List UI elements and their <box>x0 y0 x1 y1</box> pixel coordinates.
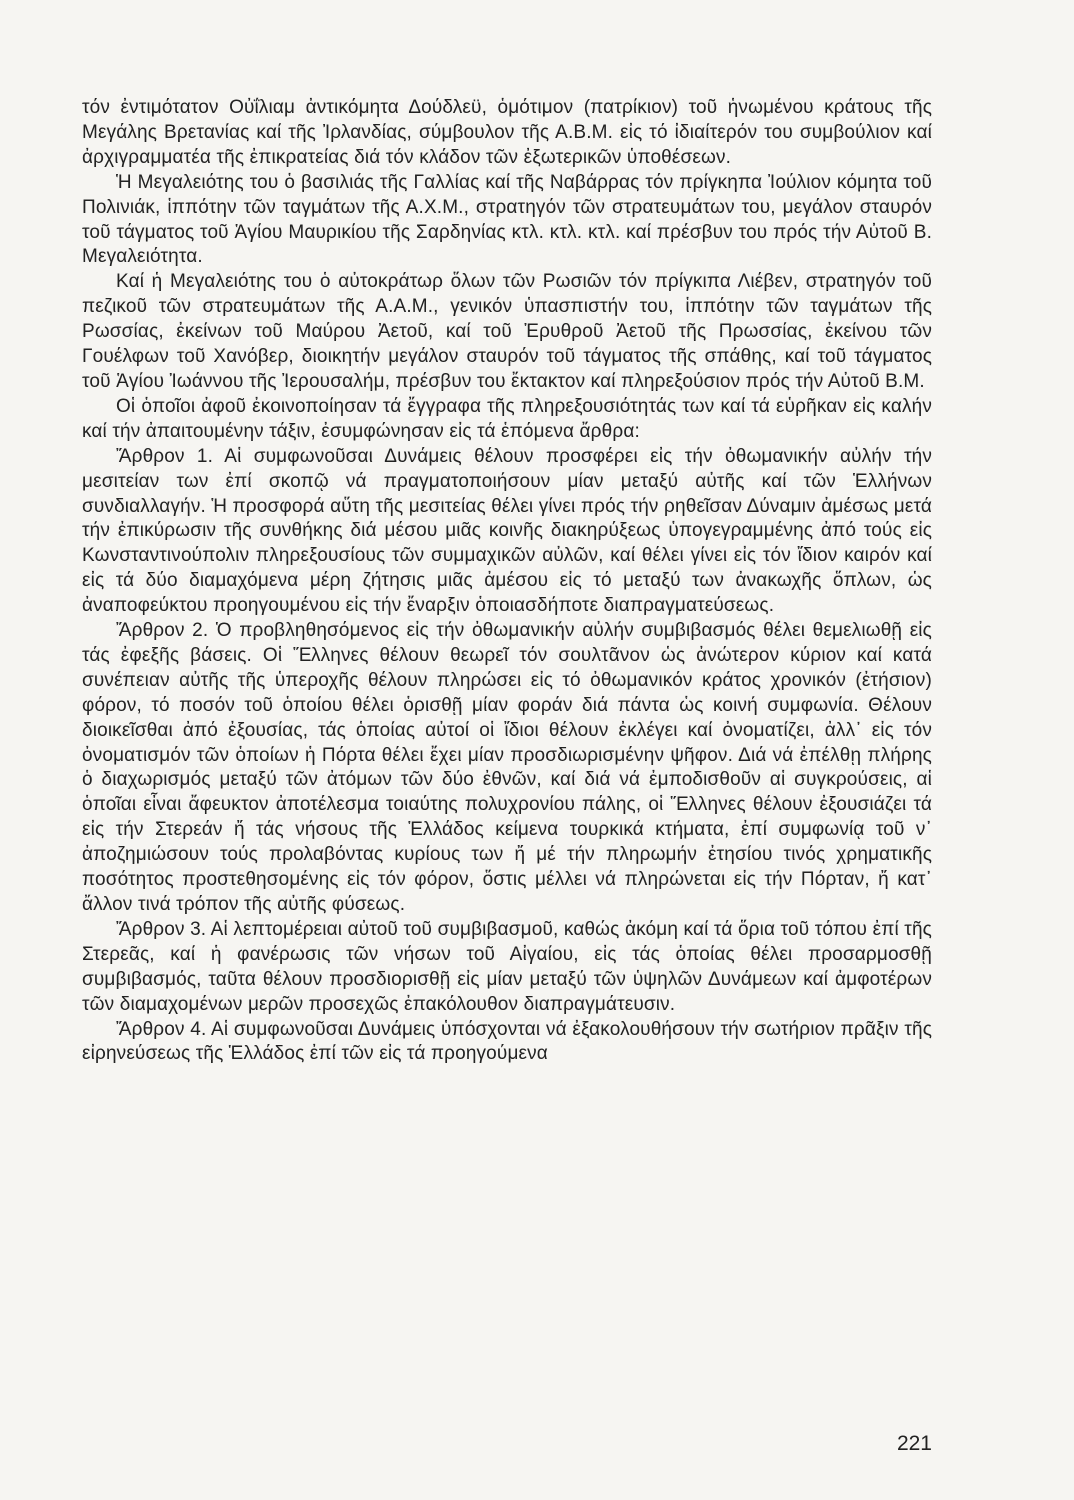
body-text <box>82 96 932 1067</box>
paragraph-4: Οἱ ὁποῖοι ἀφοῦ ἐκοινοποίησαν τά ἔγγραφα τῆς πληρεξουσιότητάς των καί τά εὑρῆκαν εἰς καλήν καί τήν ἀπαιτουμένην τάξιν, ἐσυμφώνησαν εἰς τά ἑπόμενα ἄρθρα: <box>82 395 932 442</box>
paragraph-3: Καί ἡ Μεγαλειότης του ὁ αὐτοκράτωρ ὅλων τῶν Ρωσιῶν τόν πρίγκιπα Λιέβεν, στρατηγόν τοῦ πεζικοῦ τῶν στρατευμάτων τῆς Α.Α.Μ., γενικόν ὑπασπιστήν του, ἱππότην τῶν ταγμάτων τῆς Ρωσσίας, ἐκείνων τοῦ Μαύρου Ἀετοῦ, καί τοῦ Ἐρυθροῦ Ἀετοῦ τῆς Πρωσσίας, ἐκείνου τῶν Γουέλφων τοῦ Χανόβερ, διοικητήν μεγάλον σταυρόν τοῦ τάγματος τῆς σπάθης, καί τοῦ τάγματος τοῦ Ἁγίου Ἰωάννου τῆς Ἰερουσαλήμ, πρέσβυν του ἔκτακτον καί πληρεξούσιον πρός τήν Αὐτοῦ Β.Μ. <box>82 271 932 392</box>
article-3: Ἄρθρον 3. Αἱ λεπτομέρειαι αὐτοῦ τοῦ συμβιβασμοῦ, καθώς ἀκόμη καί τά ὅρια τοῦ τόπου ἐπί τῆς Στερεᾶς, καί ἡ φανέρωσις τῶν νήσων τοῦ Αἰγαίου, εἰς τάς ὁποίας θέλει προσαρμοσθῇ συμβιβασμός, ταῦτα θέλουν προσδιορισθῇ εἰς μίαν μεταξύ τῶν ὑψηλῶν Δυνάμεων καί ἀμφοτέρων τῶν διαμαχομένων μερῶν προσεχῶς ἐπακόλουθον διαπραγμάτευσιν. <box>82 918 932 1015</box>
article-2: Ἄρθρον 2. Ὁ προβληθησόμενος εἰς τήν ὀθωμανικήν αὐλήν συμβιβασμός θέλει θεμελιωθῇ εἰς τάς ἐφεξῆς βάσεις. Οἱ Ἕλληνες θέλουν θεωρεῖ τόν σουλτᾶνον ὡς ἀνώτερον κύριον καί κατά συνέπειαν αὐτῆς τῆς ὑπεροχῆς θέλουν πληρώσει εἰς τό ὀθωμανικόν κράτος χρονικόν (ἐτήσιον) φόρον, τό ποσόν τοῦ ὁποίου θέλει ὁρισθῇ μίαν φοράν διά πάντα ὡς κοινή συμφωνία. Θέλουν διοικεῖσθαι ἀπό ἐξουσίας, τάς ὁποίας αὐτοί οἱ ἴδιοι θέλουν ἐκλέγει καί ὀνοματίζει, ἀλλ᾿ εἰς τόν ὀνοματισμόν τῶν ὁποίων ἡ Πόρτα θέλει ἔχει μίαν προσδιωρισμένην ψῆφον. Διά νά ἐπέλθῃ πλήρης ὁ διαχωρισμός μεταξύ τῶν ἀτόμων τῶν δύο ἐθνῶν, καί διά νά ἐμποδισθοῦν αἱ συγκρούσεις, αἱ ὁποῖαι εἶναι ἄφευκτον ἀποτέλεσμα τοιαύτης πολυχρονίου πάλης, οἱ Ἕλληνες θέλουν ἐξουσιάζει τά εἰς τήν Στερεάν ἤ τάς νήσους τῆς Ἑλλάδος κείμενα τουρκικά κτήματα, ἐπί συμφωνίᾳ τοῦ ν᾿ ἀποζημιώσουν τούς προλαβόντας κυρίους των ἤ μέ τήν πληρωμήν ἐτησίου τινός χρηματικῆς ποσότητος προστεθησομένης εἰς τόν φόρον, ὅστις μέλλει νά πληρώνεται εἰς τήν Πόρταν, ἤ κατ᾿ ἄλλον τινά τρόπον τῆς αὐτῆς φύσεως. <box>82 620 932 915</box>
paragraph-2: Ἡ Μεγαλειότης του ὁ βασιλιάς τῆς Γαλλίας καί τῆς Ναβάρρας τόν πρίγκηπα Ἰούλιον κόμητα τοῦ Πολινιάκ, ἱππότην τῶν ταγμάτων τῆς Α.Χ.Μ., στρατηγόν τῶν στρατευμάτων του, μεγάλον σταυρόν τοῦ τάγματος τοῦ Ἁγίου Μαυρικίου τῆς Σαρδηνίας κτλ. κτλ. κτλ. καί πρέσβυν του πρός τήν Αὐτοῦ Β. Μεγαλειότητα. <box>82 171 932 268</box>
article-4: Ἄρθρον 4. Αἱ συμφωνοῦσαι Δυνάμεις ὑπόσχονται νά ἐξακολουθήσουν τήν σωτήριον πρᾶξιν τῆς εἰρηνεύσεως τῆς Ἑλλάδος ἐπί τῶν εἰς τά προηγούμενα <box>82 1018 932 1065</box>
paragraph-1: τόν ἐντιμότατον Οὐΐλιαμ ἀντικόμητα Δούδλεϋ, ὁμότιμον (πατρίκιον) τοῦ ἡνωμένου κράτους τῆς Μεγάλης Βρετανίας καί τῆς Ἰρλανδίας, σύμβουλον τῆς Α.Β.Μ. εἰς τό ἰδιαίτερόν του συμβούλιον καί ἀρχιγραμματέα τῆς ἐπικρατείας διά τόν κλάδον τῶν ἐξωτερικῶν ὑποθέσεων. <box>82 97 932 168</box>
article-1: Ἄρθρον 1. Αἱ συμφωνοῦσαι Δυνάμεις θέλουν προσφέρει εἰς τήν ὀθωμανικήν αὐλήν τήν μεσιτείαν των ἐπί σκοπῷ νά πραγματοποιήσουν μίαν μεταξύ αὐτῆς καί τῶν Ἑλλήνων συνδιαλλαγήν. Ἡ προσφορά αὕτη τῆς μεσιτείας θέλει γίνει πρός τήν ρηθεῖσαν Δύναμιν ἀμέσως μετά τήν ἐπικύρωσιν τῆς συνθήκης διά μέσου μιᾶς κοινῆς διακηρύξεως ὑπογεγραμμένης ἀπό τούς εἰς Κωνσταντινούπολιν πληρεξουσίους τῶν συμμαχικῶν αὐλῶν, καί θέλει γίνει εἰς τόν ἴδιον καιρόν καί εἰς τά δύο διαμαχόμενα μέρη ζήτησις μιᾶς ἀμέσου εἰς τό μεταξύ των ἀνακωχῆς ὅπλων, ὡς ἀναποφεύκτου προηγουμένου εἰς τήν ἔναρξιν ὁποιασδήποτε διαπραγματεύσεως. <box>82 445 932 617</box>
page-number: 221 <box>896 1432 932 1455</box>
